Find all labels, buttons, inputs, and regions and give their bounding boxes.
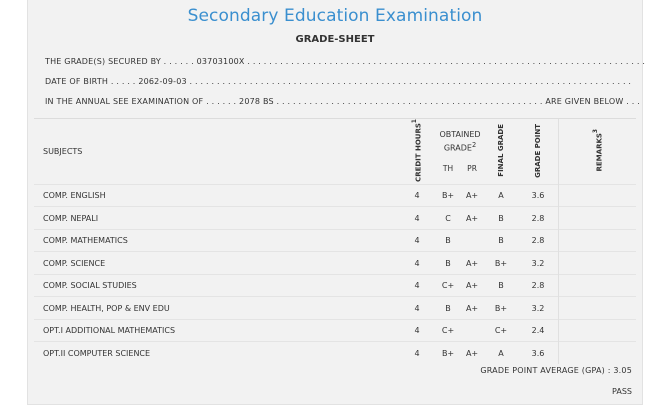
remarks-cell [559, 252, 637, 275]
table-row [34, 274, 636, 297]
table-row [34, 207, 636, 230]
exam-suffix: ARE GIVEN BELOW [545, 97, 624, 106]
final-grade-cell: B [484, 207, 518, 230]
credit-cell: 4 [398, 207, 436, 230]
th-grade-cell: B [436, 229, 460, 252]
gpa-line [480, 366, 632, 375]
subjects-header: SUBJECTS [43, 146, 83, 156]
subject-cell: COMP. MATHEMATICS [34, 229, 398, 252]
subject-cell: COMP. SOCIAL STUDIES [34, 274, 398, 297]
obtained-grade-label: OBTAINED GRADE [439, 130, 481, 154]
grade-point-label: GRADE POINT [534, 123, 542, 178]
pr-grade-cell: A+ [460, 297, 484, 320]
grade-point-cell: 2.8 [518, 274, 559, 297]
th-grade-cell: B+ [436, 342, 460, 364]
credit-cell: 4 [398, 342, 436, 364]
table-row [34, 342, 636, 364]
pr-grade-cell: A+ [460, 252, 484, 275]
credit-hours-label: CREDIT HOURS [414, 123, 423, 182]
credit-hours-header [398, 119, 436, 184]
subject-cell: OPT.II COMPUTER SCIENCE [34, 342, 398, 364]
remarks-header [559, 119, 637, 184]
remarks-cell [559, 297, 637, 320]
pr-grade-cell: A+ [460, 342, 484, 364]
subject-cell: COMP. NEPALI [34, 207, 398, 230]
final-grade-cell: C+ [484, 319, 518, 342]
credit-cell: 4 [398, 274, 436, 297]
gpa-value: 3.05 [613, 366, 632, 375]
credit-cell: 4 [398, 229, 436, 252]
final-grade-cell: B+ [484, 297, 518, 320]
grade-point-cell: 3.2 [518, 297, 559, 320]
grade-secured-line: THE GRADE(S) SECURED BY . . . . . . 03703100X . . . . . . . . . . . . . . . . . . . . . . . . . . . . . . . . . . . . . . . . . . . . . . . . . . . . . . . . . . . . . . . . . . . . . . . . . [45, 57, 646, 66]
final-grade-cell: A [484, 184, 518, 207]
obtained-grade-sup: 2 [471, 141, 477, 150]
final-grade-cell: B [484, 229, 518, 252]
subject-cell: COMP. HEALTH, POP & ENV EDU [34, 297, 398, 320]
final-grade-header [484, 119, 518, 184]
subject-cell: COMP. SCIENCE [34, 252, 398, 275]
grade-point-cell: 2.4 [518, 319, 559, 342]
dob-value: 2062-09-03 [138, 77, 187, 86]
subject-cell: OPT.I ADDITIONAL MATHEMATICS [34, 319, 398, 342]
grade-point-cell: 3.6 [518, 184, 559, 207]
grade-point-cell: 3.2 [518, 252, 559, 275]
exam-line: IN THE ANNUAL SEE EXAMINATION OF . . . . . . 2078 BS . . . . . . . . . . . . . . . . . . . . . . . . . . . . . . . . . . . . . . . . . . . . . . . . . ARE GIVEN BELOW . . . [45, 97, 640, 106]
final-grade-cell: B+ [484, 252, 518, 275]
remarks-cell [559, 319, 637, 342]
grade-secured-label: THE GRADE(S) SECURED BY [45, 57, 161, 66]
grade-sheet-panel [27, 0, 646, 405]
dob-line: DATE OF BIRTH . . . . . 2062-09-03 . . . . . . . . . . . . . . . . . . . . . . . . . . . . . . . . . . . . . . . . . . . . . . . . . . . . . . . . . . . . . . . . . . . . . . . . . . . . . . . . . [45, 77, 632, 86]
credit-cell: 4 [398, 184, 436, 207]
table-row [34, 319, 636, 342]
gpa-label: GRADE POINT AVERAGE (GPA) : [480, 366, 611, 375]
pr-grade-cell [460, 319, 484, 342]
credit-hours-sup: 1 [412, 119, 419, 124]
exam-value: 2078 BS [239, 97, 274, 106]
th-grade-cell: C+ [436, 274, 460, 297]
pr-grade-cell: A+ [460, 184, 484, 207]
grade-point-header [518, 119, 559, 184]
exam-title: Secondary Education Examination [187, 6, 483, 26]
remarks-cell [559, 184, 637, 207]
remarks-label: REMARKS [595, 133, 604, 172]
grades-table [34, 119, 636, 364]
pr-grade-cell: A+ [460, 274, 484, 297]
credit-cell: 4 [398, 297, 436, 320]
grade-point-cell: 3.6 [518, 342, 559, 364]
subject-cell: COMP. ENGLISH [34, 184, 398, 207]
remarks-cell [559, 207, 637, 230]
grade-point-cell: 2.8 [518, 229, 559, 252]
th-grade-cell: B [436, 252, 460, 275]
th-grade-cell: C [436, 207, 460, 230]
exam-label: IN THE ANNUAL SEE EXAMINATION OF [45, 97, 204, 106]
table-row [34, 229, 636, 252]
remarks-sup: 3 [592, 129, 599, 134]
table-row [34, 297, 636, 320]
result-status: PASS [612, 387, 632, 396]
remarks-cell [559, 229, 637, 252]
th-header: TH [442, 164, 454, 174]
obtained-grade-header [436, 119, 484, 154]
credit-cell: 4 [398, 252, 436, 275]
table-row [34, 252, 636, 275]
final-grade-label: FINAL GRADE [497, 124, 505, 177]
final-grade-cell: B [484, 274, 518, 297]
th-grade-cell: B+ [436, 184, 460, 207]
grade-sheet-heading: GRADE-SHEET [295, 34, 375, 45]
pr-grade-cell [460, 229, 484, 252]
credit-cell: 4 [398, 319, 436, 342]
pr-header: PR [467, 164, 477, 174]
dob-label: DATE OF BIRTH [45, 77, 109, 86]
table-row [34, 184, 636, 207]
grade-point-cell: 2.8 [518, 207, 559, 230]
th-grade-cell: B [436, 297, 460, 320]
final-grade-cell: A [484, 342, 518, 364]
remarks-cell [559, 274, 637, 297]
grade-secured-value: 03703100X [196, 57, 245, 66]
remarks-cell [559, 342, 637, 364]
pr-grade-cell: A+ [460, 207, 484, 230]
th-grade-cell: C+ [436, 319, 460, 342]
